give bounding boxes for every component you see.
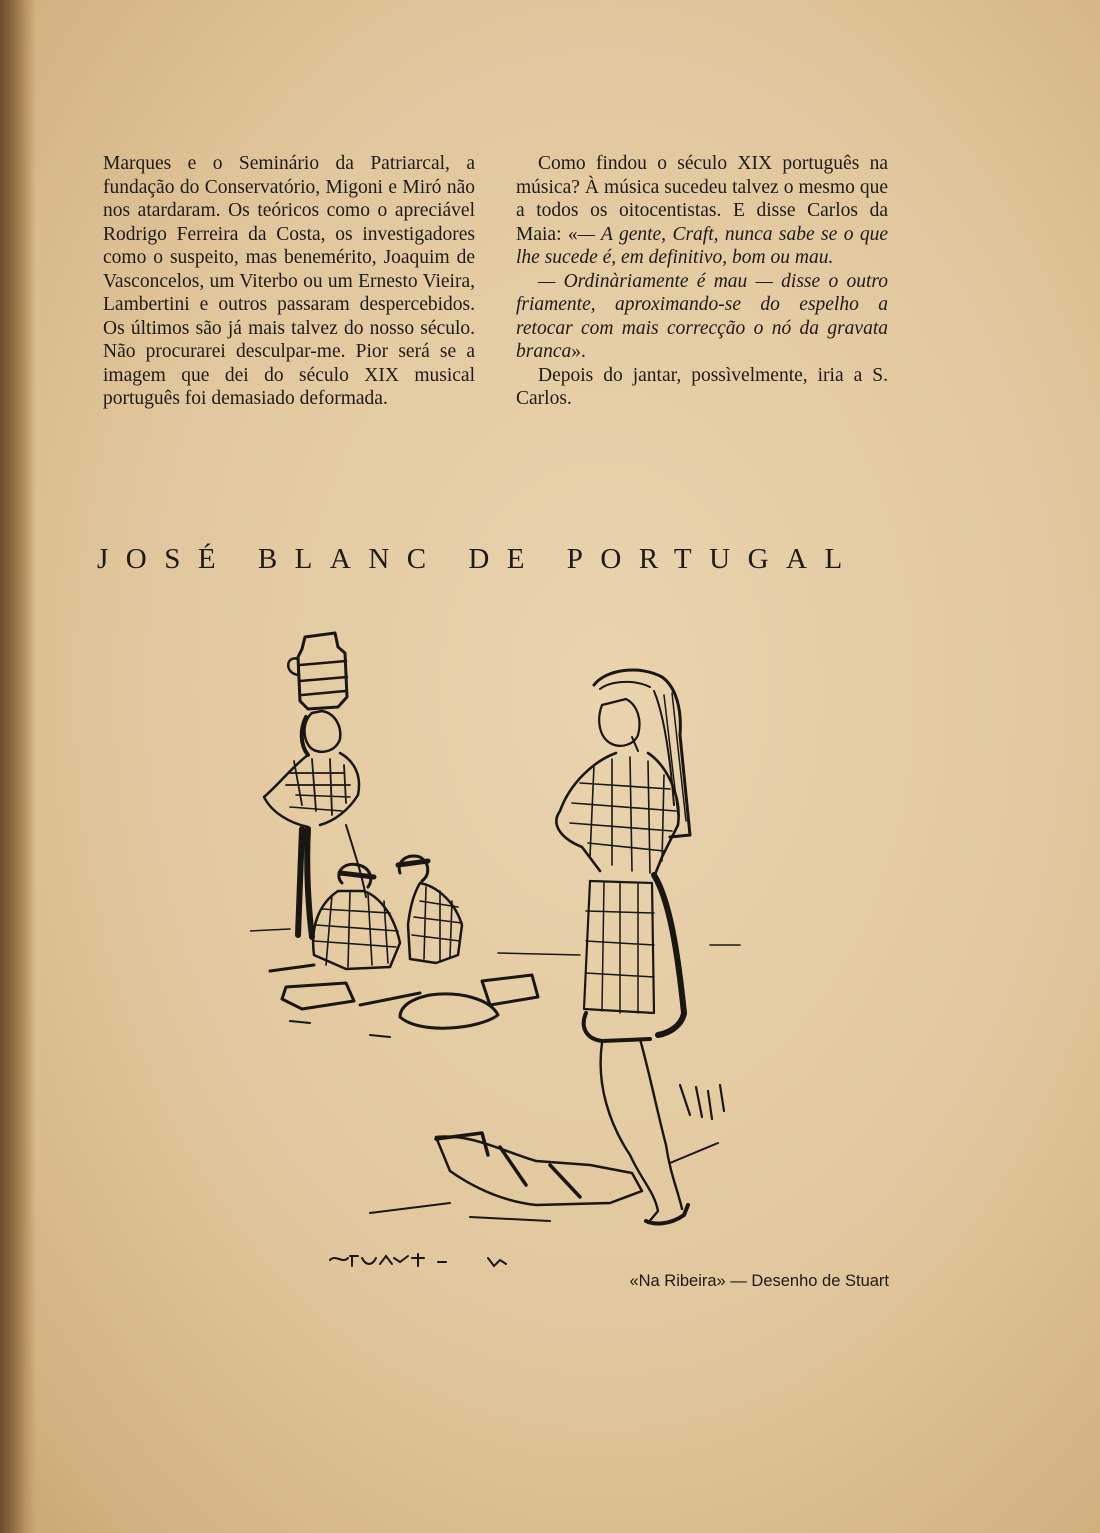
left-text-column bbox=[103, 152, 475, 411]
page-binding-shadow bbox=[0, 0, 36, 1533]
right-paragraph-1-quote: — A gente, Craft, nunca sabe se o que lhe sucede é, em definitivo, bom ou mau. bbox=[516, 223, 888, 268]
artist-signature bbox=[328, 1250, 518, 1272]
ribeira-illustration bbox=[250, 625, 770, 1275]
left-column-paragraph: Marques e o Seminário da Patriarcal, a fundação do Conservatório, Migoni e Miró não nos atardaram. Os teóricos como o apreciável Rodrigo Ferreira da Costa, os investigadores como o suspeito, mas benemérito, Joaquim de Vasconcelos, um Viterbo ou um Ernesto Vieira, Lambertini e outros passaram despercebidos. Os últimos são já mais talvez do nosso século. Não procurarei desculpar-me. Pior será se a imagem que dei do século XIX musical português foi demasiado deformada. bbox=[103, 153, 475, 409]
right-paragraph-2 bbox=[516, 270, 888, 364]
illustration-caption: «Na Ribeira» — Desenho de Stuart bbox=[629, 1272, 889, 1290]
right-paragraph-1-text: Como findou o século XIX português na música? À música sucedeu talvez o mesmo que a todos os oitocentistas. E disse Carlos da Maia: « bbox=[516, 153, 888, 245]
right-paragraph-2-end: ». bbox=[571, 341, 586, 362]
author-name: JOSÉ BLANC DE PORTUGAL bbox=[97, 543, 860, 575]
right-text-column bbox=[516, 152, 888, 411]
right-paragraph-3: Depois do jantar, possìvelmente, iria a S. Carlos. bbox=[516, 364, 888, 409]
right-paragraph-2-quote: — Ordinàriamente é mau — disse o outro friamente, aproximando-se do espelho a retocar com mais correcção o nó da gravata branca bbox=[516, 270, 888, 362]
right-paragraph-1 bbox=[516, 152, 888, 270]
